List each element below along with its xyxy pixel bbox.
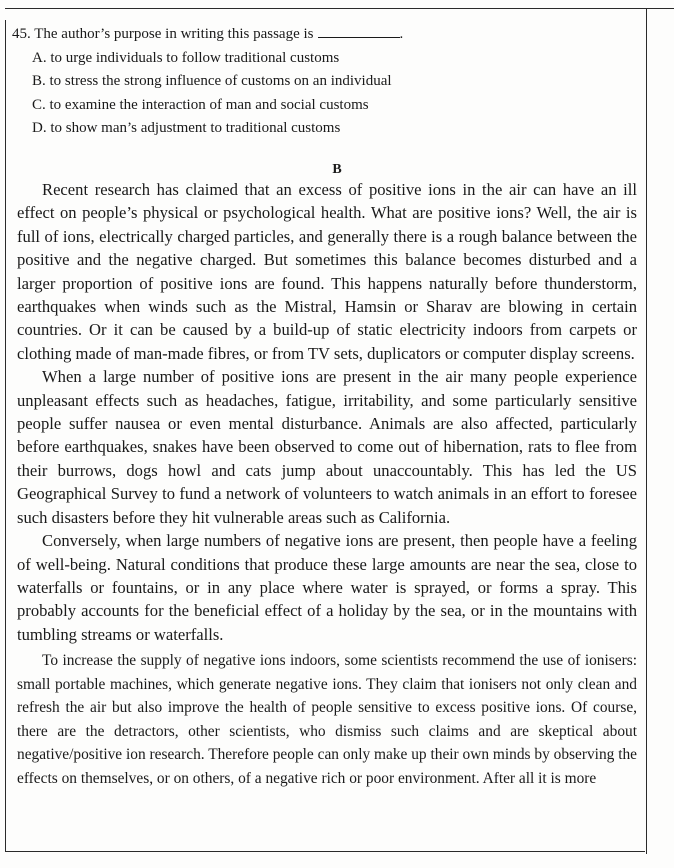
- right-rule-line: [646, 8, 647, 854]
- question-45: [12, 23, 632, 141]
- option-text: to show man’s adjustment to traditional customs: [50, 120, 341, 136]
- reading-passage: [17, 178, 637, 790]
- option-text: to urge individuals to follow traditional customs: [50, 49, 340, 66]
- question-text: The author’s purpose in writing this passage is: [34, 26, 314, 42]
- option-d: [12, 117, 632, 141]
- option-text: to examine the interaction of man and social customs: [49, 96, 369, 113]
- question-stem: [12, 23, 632, 47]
- top-rule-line: [5, 8, 674, 9]
- option-letter: D.: [32, 120, 47, 136]
- option-c: [12, 94, 632, 118]
- question-number: 45.: [12, 26, 31, 42]
- option-letter: C.: [32, 96, 46, 113]
- option-b: [12, 70, 632, 94]
- section-heading: B: [332, 162, 342, 177]
- passage-paragraph-3: Conversely, when large numbers of negative ions are present, then people have a feeling of well-being. Natural conditions that produce these large amounts are near the sea, close to waterfalls or fountains, or in any place where water is sprayed, or forms a spray. This probably accounts for the beneficial effect of a holiday by the sea, or in the mountains with tumbling streams or waterfalls.: [17, 531, 637, 644]
- passage-paragraph-4: To increase the supply of negative ions indoors, some scientists recommend the use of ionisers: small portable machines, which generate negative ions. They claim that ionisers not only clean and refresh the air but also improve the health of people sensitive to excess positive ions. Of course, there are the detractors, other scientists, who dismiss such claims and are skeptical about negative/positive ion research. Therefore people can only make up their own minds by observing the effects on themselves, or on others, of a negative rich or poor environment. After all it is more: [17, 652, 637, 787]
- passage-paragraph-2: When a large number of positive ions are present in the air many people experience unpleasant effects such as headaches, fatigue, irritability, and some particularly sensitive people suffer nausea or even mental disturbance. Animals are also affected, particularly before earthquakes, snakes have been observed to come out of hibernation, rats to flee from their burrows, dogs howl and cats jump about unaccountably. This has led the US Geographical Survey to fund a network of volunteers to watch animals in an effort to foresee such disasters before they hit vulnerable areas such as California.: [17, 367, 637, 527]
- option-text: to stress the strong influence of customs on an individual: [49, 73, 392, 89]
- option-letter: A.: [32, 49, 47, 66]
- answer-blank: [318, 25, 400, 38]
- option-a: [12, 47, 632, 71]
- question-stem-end: .: [399, 26, 404, 42]
- passage-paragraph-1: Recent research has claimed that an excess of positive ions in the air can have an ill effect on people’s physical or psychological health. What are positive ions? Well, the air is full of ions, electrically charged particles, and generally there is a rough balance between the positive and the negative charged. But sometimes this balance becomes disturbed and a larger proportion of positive ions are found. This happens naturally before thunderstorm, earthquakes when winds such as the Mistral, Hamsin or Sharav are blowing in certain countries. Or it can be caused by a build-up of static electricity indoors from carpets or clothing made of man-made fibres, or from TV sets, duplicators or computer display screens.: [17, 180, 637, 363]
- option-letter: B.: [32, 73, 46, 89]
